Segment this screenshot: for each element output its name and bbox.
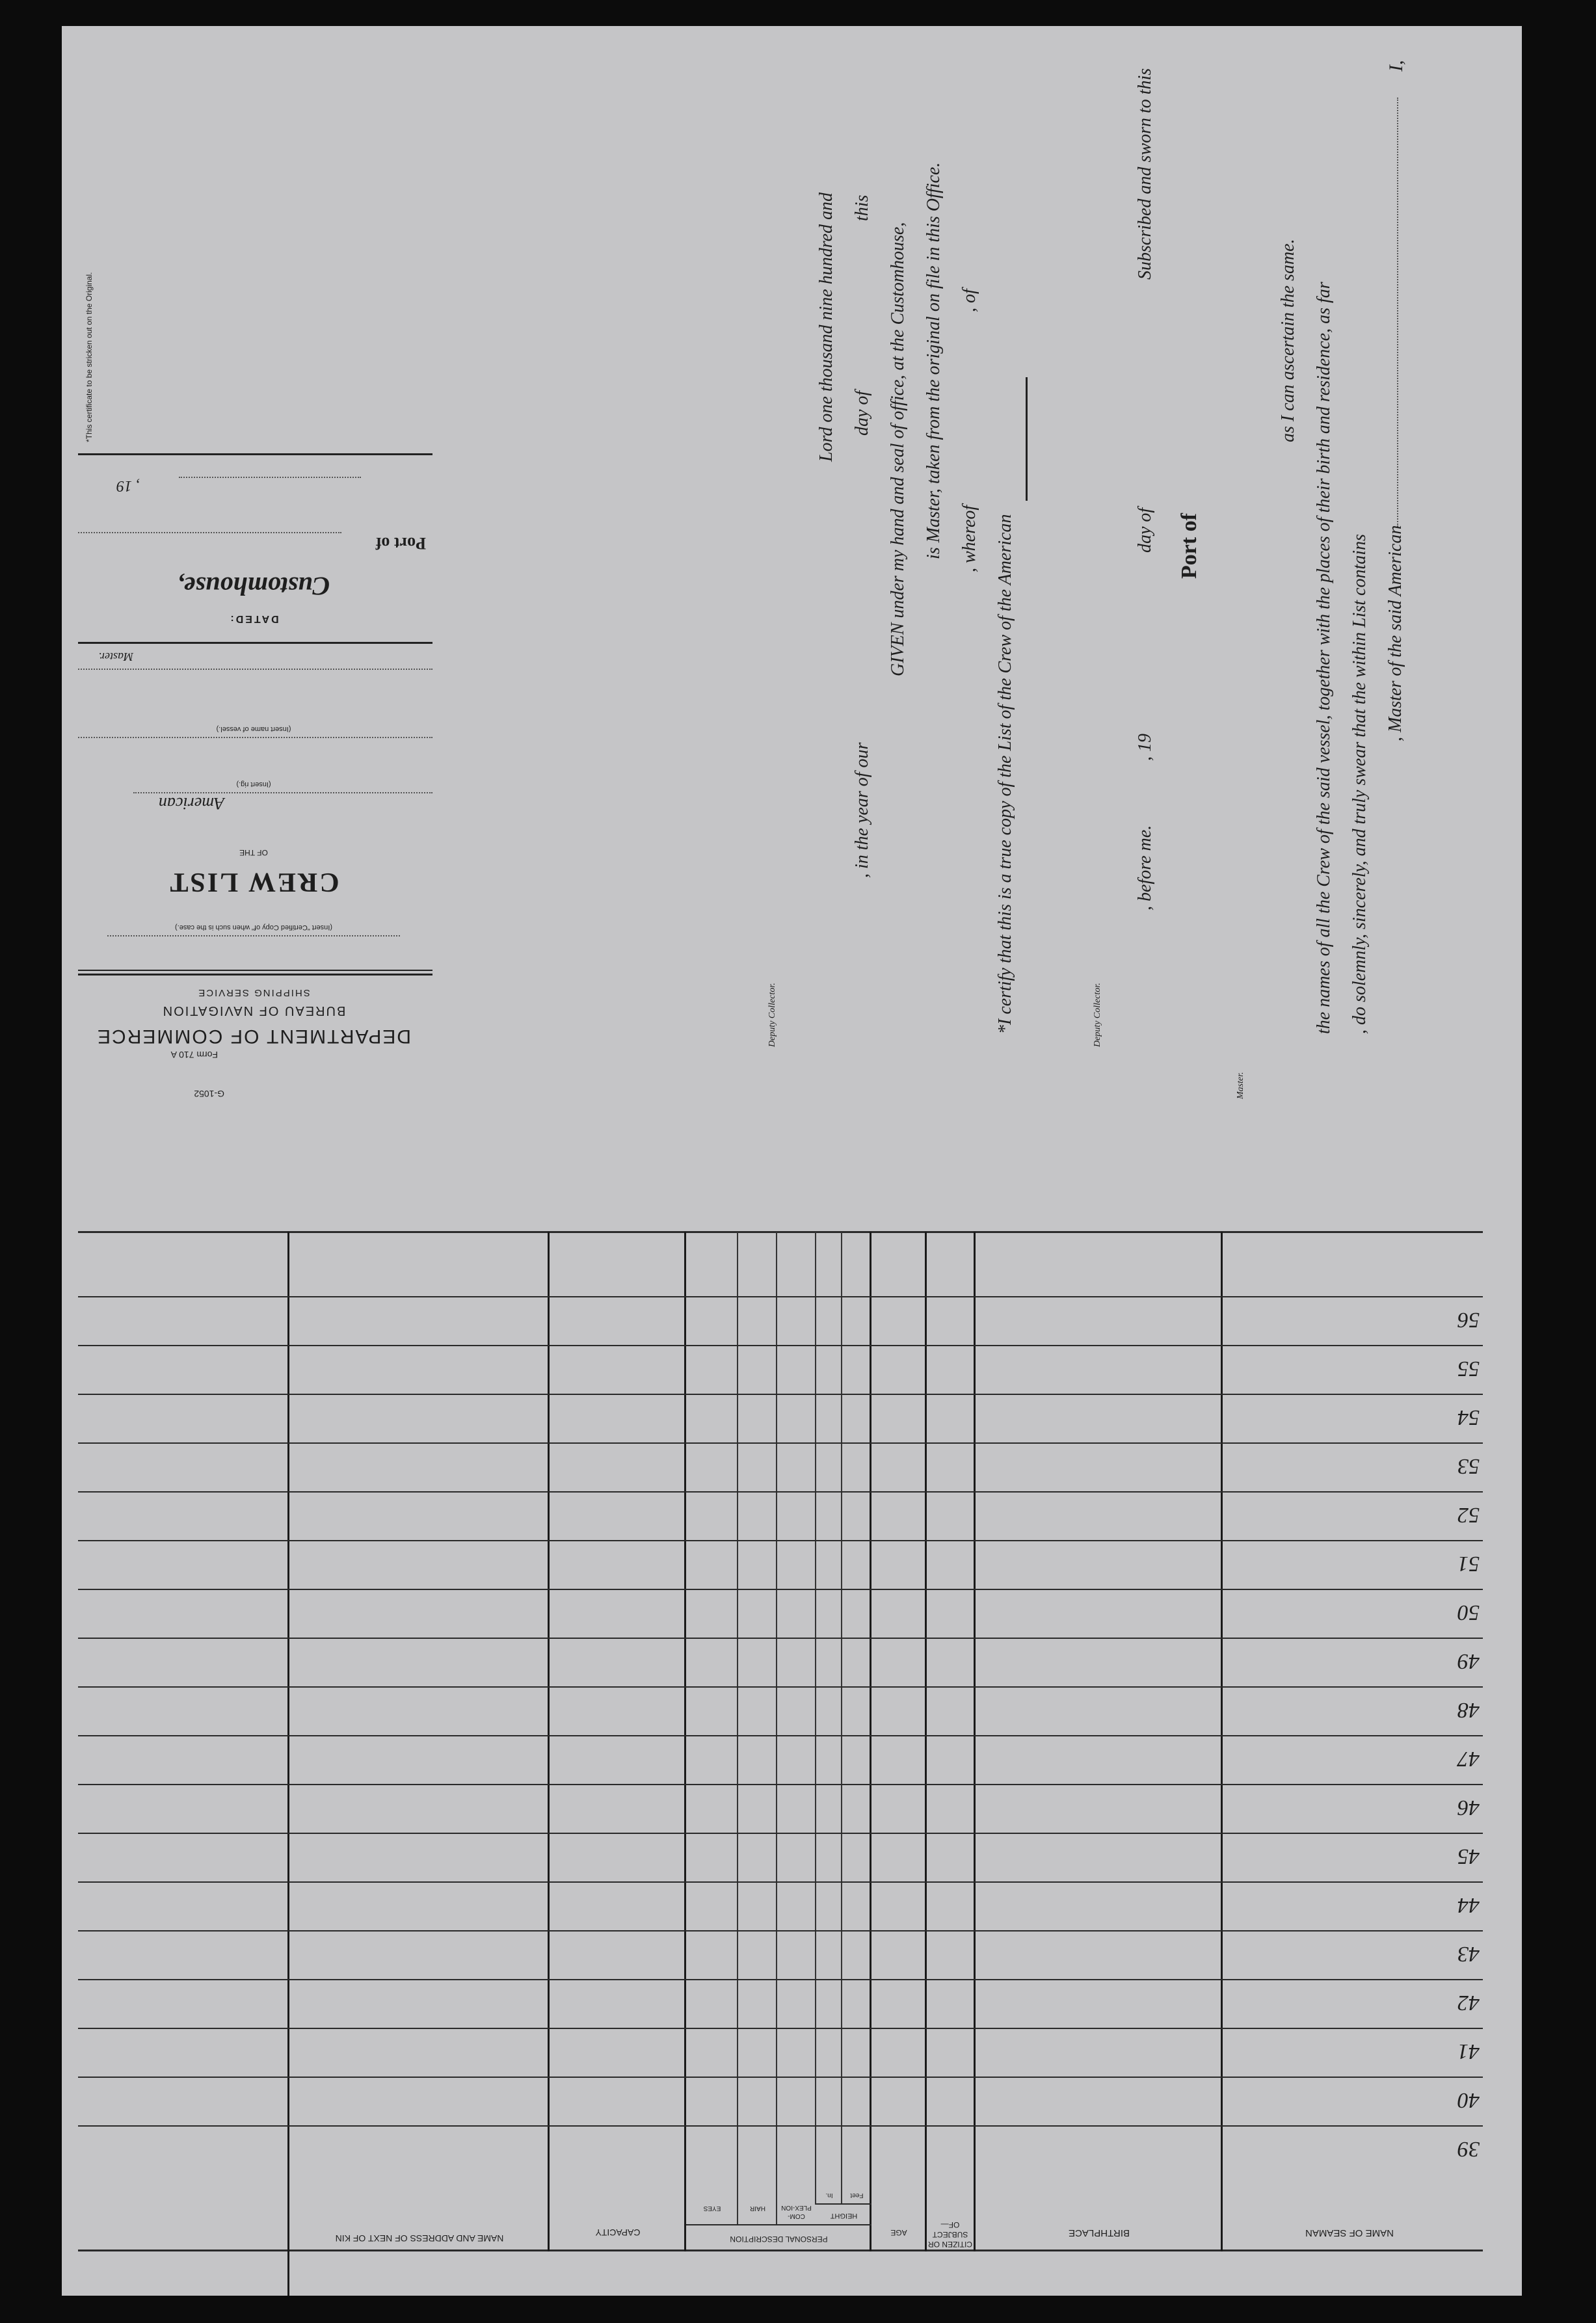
certified-copy-note: (Insert "Certified Copy of" when such is the case.) <box>175 923 332 931</box>
col-divider-hair <box>737 1232 738 2224</box>
endorsement-panel <box>75 59 439 1099</box>
year-label: , 19 <box>116 477 140 494</box>
master-label: Master. <box>98 650 133 663</box>
table-row <box>78 1589 1483 1590</box>
row-number: 52 <box>1457 1503 1480 1527</box>
header-rule-1 <box>78 974 432 976</box>
header-next-of-kin: NAME AND ADDRESS OF NEXT OF KIN <box>335 2233 504 2244</box>
row-number: 49 <box>1457 1649 1480 1673</box>
table-row <box>78 1394 1483 1395</box>
oath-panel <box>468 33 1483 1125</box>
row-number: 50 <box>1457 1600 1480 1625</box>
cert-year: , in the year of our <box>852 742 872 878</box>
table-row <box>78 1784 1483 1785</box>
bottom-rule <box>78 453 432 455</box>
header-complexion: COM-PLEX-ION <box>781 2204 812 2220</box>
customhouse-label: Customhouse, <box>177 572 330 601</box>
col-divider-capacity <box>548 1232 550 2251</box>
col-divider-birthplace <box>974 1232 976 2251</box>
row-number: 56 <box>1457 1308 1480 1332</box>
row-number: 40 <box>1457 2088 1480 2112</box>
oath-subscribed: Subscribed and sworn to this <box>1135 68 1155 280</box>
table-row <box>78 2028 1483 2029</box>
vessel-line <box>78 737 432 738</box>
table-row <box>78 1540 1483 1541</box>
dated-label: DATED: <box>228 613 279 624</box>
row-number: 44 <box>1457 1893 1480 1917</box>
header-hair: HAIR <box>750 2205 765 2212</box>
table-row <box>78 1638 1483 1639</box>
row-number: 41 <box>1457 2039 1480 2064</box>
row-number: 54 <box>1457 1405 1480 1429</box>
oath-line3: the names of all the Crew of the said vessel, together with the places of their birth and residence, as far <box>1314 282 1334 1034</box>
header-age: AGE <box>890 2228 907 2237</box>
insert-rig-note: (Insert rig.) <box>236 780 271 788</box>
oath-i: I, <box>1385 60 1407 72</box>
col-divider-complexion <box>776 1232 777 2224</box>
department-title: DEPARTMENT OF COMMERCE <box>96 1026 412 1047</box>
form-number: Form 710 A <box>170 1050 218 1060</box>
header-birthplace: BIRTHPLACE <box>1069 2227 1130 2238</box>
col-divider-citizen <box>925 1232 927 2251</box>
table-row <box>78 1735 1483 1736</box>
oath-line2: , do solemnly, sincerely, and truly swear that the within List contains <box>1350 534 1370 1034</box>
divider-mark <box>1026 377 1028 501</box>
bureau-title: BUREAU OF NAVIGATION <box>161 1003 346 1018</box>
oath-deputy: Deputy Collector. <box>1093 983 1102 1047</box>
col-divider-age <box>870 1232 871 2251</box>
table-row <box>78 1442 1483 1444</box>
master-line <box>78 669 432 670</box>
table-row <box>78 1686 1483 1688</box>
col-divider-feet <box>841 1232 842 2205</box>
service-title: SHIPPING SERVICE <box>197 987 310 998</box>
footnote: *This certificate to be stricken out on the Original. <box>85 272 94 442</box>
cert-this: this <box>852 194 872 221</box>
height-rule <box>816 2203 871 2205</box>
of-the-label: OF THE <box>239 848 268 857</box>
certified-copy-line <box>107 935 400 936</box>
cert-line3: is Master, taken from the original on file in this Office. <box>924 162 944 559</box>
table-row <box>78 2077 1483 2078</box>
cert-day-of: day of <box>852 390 872 436</box>
cert-line4: GIVEN under my hand and seal of office, at the Customhouse, <box>888 222 908 676</box>
row-number: 53 <box>1457 1454 1480 1478</box>
col-divider-name <box>1221 1232 1223 2251</box>
row-number: 47 <box>1457 1747 1480 1771</box>
row-number: 42 <box>1457 1991 1480 2015</box>
table-row <box>78 1296 1483 1297</box>
row-number: 46 <box>1457 1796 1480 1820</box>
oath-master-of: , Master of the said American <box>1385 525 1405 741</box>
cert-whereof: , whereof <box>959 505 979 572</box>
header-height: HEIGHT <box>830 2212 858 2220</box>
oath-port-of: Port of <box>1177 512 1201 579</box>
oath-day-of: day of <box>1135 507 1155 553</box>
table-row <box>78 1930 1483 1931</box>
col-divider-eyes <box>684 1232 686 2251</box>
row-number: 39 <box>1457 2137 1480 2161</box>
row-number: 45 <box>1457 1844 1480 1868</box>
oath-year: , 19 <box>1135 734 1155 761</box>
header-inches: In. <box>825 2192 833 2199</box>
row-number: 55 <box>1457 1357 1480 1381</box>
cert-deputy: Deputy Collector. <box>767 983 777 1047</box>
cert-of: , of <box>959 289 979 312</box>
header-eyes: EYES <box>703 2205 721 2212</box>
header-name-of-seaman: NAME OF SEAMAN <box>1305 2227 1394 2238</box>
table-row <box>78 1881 1483 1883</box>
crew-list-title: CREW LIST <box>168 867 339 897</box>
header-feet: Feet <box>850 2192 864 2199</box>
header-citizen: CITIZEN OR SUBJECT OF— <box>928 2220 972 2249</box>
insert-vessel-note: (Insert name of vessel.) <box>216 725 291 733</box>
date-line <box>179 477 361 478</box>
header-rule-2 <box>78 970 432 971</box>
rotated-page <box>62 26 1522 2296</box>
oath-line4: as I can ascertain the same. <box>1278 239 1298 442</box>
table-row <box>78 1345 1483 1346</box>
crew-list-sheet <box>62 26 1522 2296</box>
row-number: 43 <box>1457 1942 1480 1966</box>
header-capacity: CAPACITY <box>595 2227 641 2238</box>
row-number: 51 <box>1457 1552 1480 1576</box>
form-code: G-1052 <box>194 1089 224 1099</box>
port-of-label: Port of <box>375 534 426 553</box>
oath-master-sig: Master. <box>1236 1072 1245 1099</box>
american-label: American <box>158 794 224 813</box>
dated-rule <box>78 642 432 644</box>
table-row <box>78 1833 1483 1834</box>
cert-line1: *I certify that this is a true copy of the List of the Crew of the American <box>995 514 1015 1034</box>
personal-desc-rule <box>686 2224 871 2225</box>
oath-before-me: , before me. <box>1135 825 1155 910</box>
col-divider-inches <box>815 1232 816 2205</box>
col-divider-kin <box>287 1232 289 2296</box>
oath-name-line <box>1397 98 1398 527</box>
table-row <box>78 1491 1483 1493</box>
table-row <box>78 1979 1483 1980</box>
cert-line6: Lord one thousand nine hundred and <box>816 192 836 462</box>
port-line <box>78 532 341 533</box>
table-row <box>78 2125 1483 2127</box>
header-personal-description: PERSONAL DESCRIPTION <box>730 2235 828 2244</box>
row-number: 48 <box>1457 1698 1480 1722</box>
